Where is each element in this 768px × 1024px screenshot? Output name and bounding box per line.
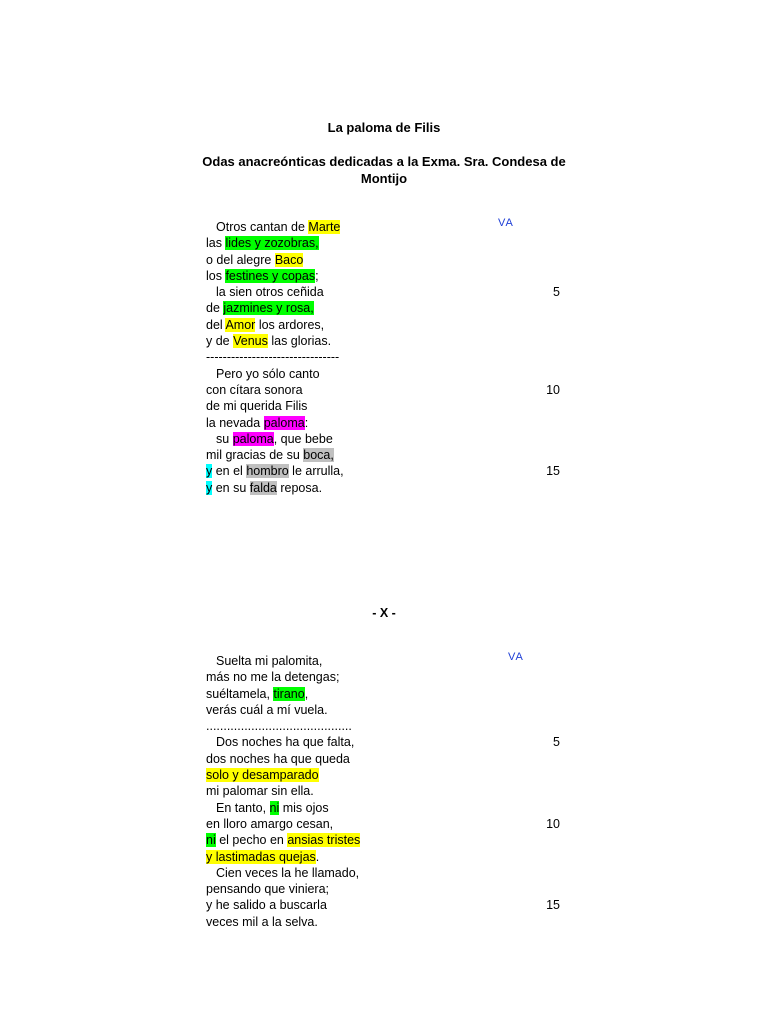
section-rule: .......................................... (206, 719, 352, 734)
line-number: 5 (553, 285, 560, 300)
highlight-magenta: paloma (232, 431, 274, 446)
handwritten-mark: VA (508, 651, 524, 663)
highlight-yellow: Marte (308, 220, 341, 234)
verse-line: los festines y copas; (206, 268, 319, 283)
verse-line: y de Venus las glorias. (206, 334, 332, 349)
highlight-gray: boca, (303, 448, 334, 463)
verse-line: pensando que viniera; (206, 882, 330, 897)
verse-line: las lides y zozobras, (206, 236, 319, 251)
highlight-green: lides y zozobras, (225, 236, 319, 251)
verse-line (206, 767, 566, 783)
verse-line: la nevada paloma: (206, 415, 309, 430)
page-subtitle: Odas anacreónticas dedicadas a la Exma. Sra. Condesa de Montijo (202, 154, 566, 186)
verse-line: Pero yo sólo canto (216, 366, 320, 381)
verse-line: suéltamela, tirano, (206, 686, 309, 701)
verse-line: ni el pecho en ansias tristes (206, 833, 361, 848)
highlight-gray: hombro (246, 464, 289, 479)
highlight-yellow: ansias tristes (287, 833, 361, 848)
verse-line: de mi querida Filis (206, 399, 308, 414)
highlight-cyan: y (206, 464, 213, 479)
verse-line: más no me la detengas; (206, 670, 340, 685)
verse-line: y en el hombro le arrulla, 15 (206, 464, 560, 479)
highlight-green: ni (269, 800, 280, 815)
verse-line: la sien otros ceñida 5 (216, 285, 560, 300)
highlight-gray: falda (249, 480, 277, 495)
verse-line: Cien veces la he llamado, (216, 865, 360, 880)
line-number: 10 (546, 382, 560, 397)
verse-line: y lastimadas quejas. (206, 849, 320, 864)
line-number: 15 (546, 464, 560, 479)
verse-line: Suelta mi palomita, (216, 654, 323, 668)
highlight-green: tirano (273, 686, 305, 701)
line-number: 15 (546, 898, 560, 913)
highlight-green: festines y copas (225, 268, 316, 283)
poem-2 (206, 653, 566, 930)
highlight-cyan: y (206, 480, 213, 495)
verse-line: o del alegre Baco (206, 252, 304, 267)
poem-1 (206, 219, 566, 496)
highlight-yellow: y lastimadas quejas (206, 849, 316, 864)
verse-line: su paloma, que bebe (216, 431, 333, 446)
section-rule: -------------------------------- (206, 350, 340, 365)
page-title: La paloma de Filis (327, 120, 441, 135)
verse-line: mi palomar sin ella. (206, 784, 314, 799)
verse-line: y he salido a buscarla 15 (206, 898, 560, 913)
verse-line: con cítara sonora 10 (206, 382, 560, 397)
verse-line: de jazmines y rosa, (206, 301, 314, 316)
line-number: 5 (553, 735, 560, 750)
verse-line: verás cuál a mí vuela. (206, 702, 328, 717)
highlight-magenta: paloma (263, 415, 305, 430)
highlight-yellow: solo y desamparado (206, 768, 319, 783)
highlight-green: jazmines y rosa, (223, 301, 314, 316)
handwritten-mark: VA (498, 217, 514, 229)
verse-line: y en su falda reposa. (206, 480, 323, 495)
verse-line: Otros cantan de Marte (216, 220, 341, 234)
section-separator: - X - (372, 606, 396, 620)
highlight-yellow: Venus (233, 334, 268, 349)
highlight-yellow: Amor (225, 317, 256, 332)
highlight-green: ni (206, 833, 216, 848)
verse-line: Dos noches ha que falta, 5 (216, 735, 560, 750)
verse-line: dos noches ha que queda (206, 751, 350, 766)
verse-line: del Amor los ardores, (206, 317, 325, 332)
verse-line: mil gracias de su boca, (206, 448, 334, 463)
verse-line: En tanto, ni mis ojos (216, 800, 329, 815)
highlight-yellow: Baco (274, 252, 304, 267)
line-number: 10 (546, 816, 560, 831)
verse-line: en lloro amargo cesan, 10 (206, 816, 560, 831)
verse-line: veces mil a la selva. (206, 914, 318, 929)
